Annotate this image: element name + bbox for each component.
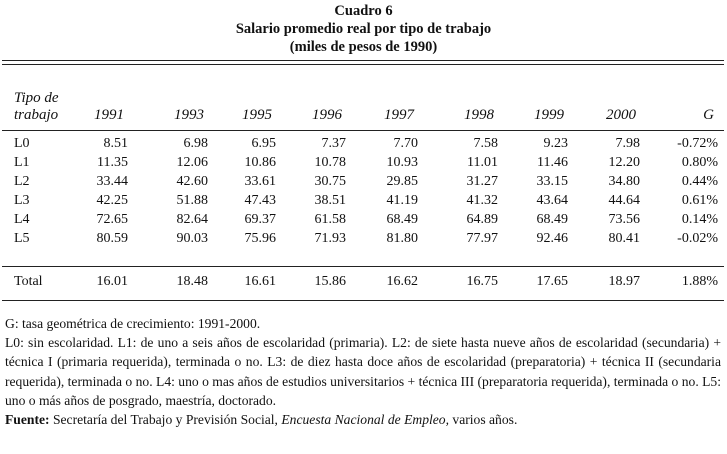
- cell: 33.15: [536, 173, 568, 189]
- cell: 92.46: [536, 230, 568, 246]
- cell: 68.49: [536, 211, 568, 227]
- source-note: [5, 410, 721, 429]
- cell: -0.02%: [677, 230, 718, 246]
- table-row: [2, 229, 724, 248]
- cell: 41.19: [386, 192, 418, 208]
- cell: 38.51: [314, 192, 346, 208]
- cell: 75.96: [244, 230, 276, 246]
- cell: 16.62: [386, 273, 418, 289]
- table-subtitle: (miles de pesos de 1990): [289, 39, 438, 55]
- header-year: 1993: [174, 107, 204, 123]
- cell: 72.65: [96, 211, 128, 227]
- cell: 68.49: [386, 211, 418, 227]
- row-label: L2: [14, 173, 30, 189]
- cell: 90.03: [176, 230, 208, 246]
- header-year: 1999: [534, 107, 564, 123]
- row-label: L5: [14, 230, 30, 246]
- cell: 81.80: [386, 230, 418, 246]
- source-label: Fuente:: [5, 412, 50, 428]
- cell: 7.70: [393, 135, 418, 151]
- cell: 33.61: [244, 173, 276, 189]
- row-label: L0: [14, 135, 30, 151]
- source-survey-title: Encuesta Nacional de Empleo,: [281, 412, 449, 428]
- cell: 17.65: [536, 273, 568, 289]
- cell: 44.64: [608, 192, 640, 208]
- cell: 10.78: [314, 154, 346, 170]
- cell: 16.75: [466, 273, 498, 289]
- cell: 42.60: [176, 173, 208, 189]
- row-label: L3: [14, 192, 30, 208]
- header-year: 1995: [242, 107, 272, 123]
- cell: 80.41: [608, 230, 640, 246]
- cell: 7.37: [321, 135, 346, 151]
- source-tail: varios años.: [452, 412, 518, 428]
- cell: 0.61%: [681, 192, 718, 208]
- table-row: [2, 172, 724, 191]
- total-label: Total: [14, 273, 43, 289]
- cell: 16.01: [96, 273, 128, 289]
- header-row: [2, 78, 724, 124]
- cell: 69.37: [244, 211, 276, 227]
- row-label: L4: [14, 211, 30, 227]
- cell: 7.58: [473, 135, 498, 151]
- table-number: Cuadro 6: [334, 3, 393, 19]
- cell: 29.85: [386, 173, 418, 189]
- cell: 41.32: [466, 192, 498, 208]
- cell: 8.51: [103, 135, 128, 151]
- cell: 31.27: [466, 173, 498, 189]
- cell: 10.86: [244, 154, 276, 170]
- table-row: [2, 191, 724, 210]
- header-tipo-trabajo: Tipo de trabajo: [14, 90, 59, 123]
- cell: 61.58: [314, 211, 346, 227]
- cell: 73.56: [608, 211, 640, 227]
- header-year: 1991: [94, 107, 124, 123]
- cell: 0.44%: [681, 173, 718, 189]
- cell: 1.88%: [681, 273, 718, 289]
- cell: 0.14%: [681, 211, 718, 227]
- total-row: [2, 272, 724, 291]
- cell: 64.89: [466, 211, 498, 227]
- cell: 30.75: [314, 173, 346, 189]
- cell: -0.72%: [677, 135, 718, 151]
- salary-table: [2, 78, 724, 291]
- cell: 6.98: [183, 135, 208, 151]
- cell: 6.95: [251, 135, 276, 151]
- table-row: [2, 134, 724, 153]
- cell: 43.64: [536, 192, 568, 208]
- cell: 9.23: [543, 135, 568, 151]
- header-growth: G: [703, 107, 714, 123]
- level-definitions-note: L0: sin escolaridad. L1: de uno a seis años de escolaridad (primaria). L2: de siete hasta nueve años de escolaridad (secundaria) + técnica I (primaria requerida), terminada o no. L3: de diez hasta doce años de escolaridad (preparatoria) + técnica II (secundaria requerida), terminada o no. L4: uno o mas años de estudios universitarios + técnica III (preparatoria requerida), terminada o no. L5: uno o más años de posgrado, maestría, doctorado.: [5, 335, 721, 408]
- table-title: Salario promedio real por tipo de trabajo: [235, 21, 492, 37]
- cell: 0.80%: [681, 154, 718, 170]
- cell: 16.61: [244, 273, 276, 289]
- table-notes: [5, 314, 721, 429]
- cell: 18.48: [176, 273, 208, 289]
- row-label: L1: [14, 154, 30, 170]
- cell: 80.59: [96, 230, 128, 246]
- cell: 82.64: [176, 211, 208, 227]
- table-caption: [0, 0, 727, 56]
- cell: 51.88: [176, 192, 208, 208]
- cell: 47.43: [244, 192, 276, 208]
- cell: 11.35: [97, 154, 128, 170]
- growth-rate-note: G: tasa geométrica de crecimiento: 1991-2000.: [5, 316, 261, 331]
- cell: 12.06: [176, 154, 208, 170]
- header-year: 1996: [312, 107, 342, 123]
- cell: 18.97: [608, 273, 640, 289]
- cell: 33.44: [96, 173, 128, 189]
- header-year: 1998: [464, 107, 494, 123]
- cell: 10.93: [386, 154, 418, 170]
- cell: 7.98: [615, 135, 640, 151]
- header-year: 2000: [606, 107, 636, 123]
- cell: 77.97: [466, 230, 498, 246]
- bottom-rule: [2, 300, 724, 301]
- table-row: [2, 210, 724, 229]
- cell: 15.86: [314, 273, 346, 289]
- source-organization: Secretaría del Trabajo y Previsión Social,: [52, 412, 278, 428]
- cell: 71.93: [314, 230, 346, 246]
- cell: 42.25: [96, 192, 128, 208]
- top-rule: [2, 60, 724, 61]
- top-rule-double: [2, 64, 724, 65]
- cell: 11.01: [467, 154, 498, 170]
- cell: 12.20: [608, 154, 640, 170]
- table-row: [2, 153, 724, 172]
- header-year: 1997: [384, 107, 414, 123]
- cell: 11.46: [537, 154, 568, 170]
- cell: 34.80: [608, 173, 640, 189]
